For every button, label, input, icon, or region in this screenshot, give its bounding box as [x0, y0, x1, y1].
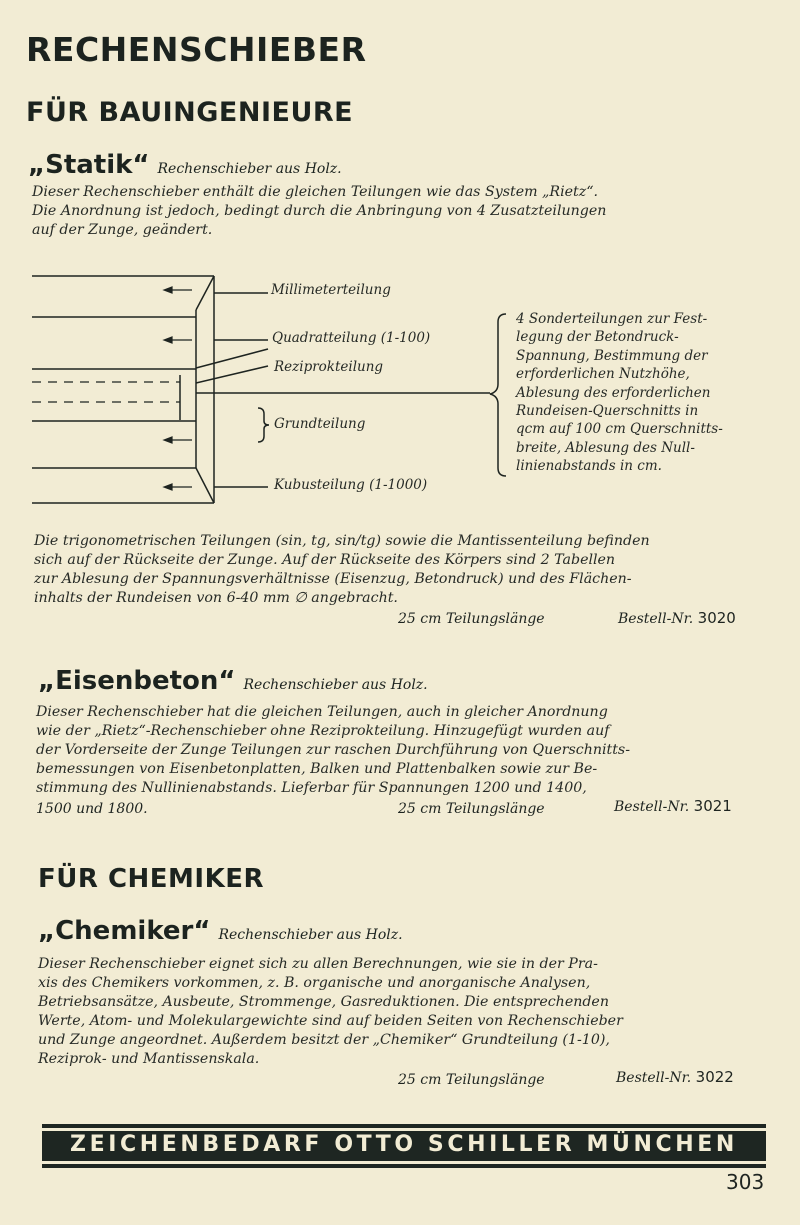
product-subtitle: Rechenschieber aus Holz. — [157, 161, 342, 177]
text-line: Betriebsansätze, Ausbeute, Strommenge, Gasreduktionen. Die entsprechenden — [38, 994, 609, 1010]
text-line: Dieser Rechenschieber eignet sich zu allen Berechnungen, wie sie in der Pra- — [38, 956, 598, 972]
eisenbeton-description — [36, 703, 630, 798]
publisher-banner — [42, 1124, 766, 1168]
text-line: und Zunge angeordnet. Außerdem besitzt der „Chemiker“ Grundteilung (1-10), — [38, 1032, 610, 1048]
chemiker-order — [616, 1068, 734, 1086]
arrowhead — [164, 437, 172, 443]
note-line: qcm auf 100 cm Querschnitts- — [516, 421, 723, 438]
product-title-eisenbeton — [38, 666, 428, 696]
text-line: bemessungen von Eisenbetonplatten, Balken und Plattenbalken sowie zur Be- — [36, 761, 598, 777]
page-number: 303 — [726, 1170, 765, 1194]
statik-intro — [32, 183, 606, 240]
section-heading-chemiker: FÜR CHEMIKER — [38, 864, 265, 894]
text-line: Dieser Rechenschieber enthält die gleichen Teilungen wie das System „Rietz“. — [32, 184, 598, 200]
text-line: zur Ablesung der Spannungsverhältnisse (Eisenzug, Betondruck) und des Flächen- — [34, 571, 632, 587]
note-line: Spannung, Bestimmung der — [516, 347, 708, 364]
order-number: 3021 — [693, 797, 732, 815]
statik-order — [618, 609, 736, 627]
note-line: linienabstands in cm. — [516, 458, 662, 475]
statik-length: 25 cm Teilungslänge — [398, 611, 545, 627]
product-subtitle: Rechenschieber aus Holz. — [218, 927, 403, 943]
label-grundteilung: Grundteilung — [274, 416, 366, 432]
page-title: RECHENSCHIEBER — [26, 30, 367, 69]
label-kubusteilung: Kubusteilung (1-1000) — [274, 477, 428, 493]
chemiker-description — [38, 955, 623, 1069]
note-brace — [490, 314, 506, 476]
note-line: 4 Sonderteilungen zur Fest- — [516, 311, 708, 327]
note-line: breite, Ablesung des Null- — [516, 439, 695, 456]
product-title-chemiker — [38, 916, 403, 946]
arrowhead — [164, 484, 172, 490]
order-label: Bestell-Nr. — [618, 611, 694, 627]
label-reziprokteilung: Reziprokteilung — [274, 359, 384, 375]
eisenbeton-length: 25 cm Teilungslänge — [398, 801, 545, 817]
text-line: wie der „Rietz“-Rechenschieber ohne Reziprokteilung. Hinzugefügt wurden auf — [36, 723, 610, 739]
order-number: 3022 — [695, 1068, 734, 1086]
text-line: Werte, Atom- und Molekulargewichte sind auf beiden Seiten von Rechenschieber — [38, 1013, 623, 1029]
note-line: Rundeisen-Querschnitts in — [516, 403, 699, 420]
order-label: Bestell-Nr. — [616, 1070, 692, 1086]
leader-line — [196, 349, 268, 368]
statik-description — [34, 532, 650, 608]
label-millimeterteilung: Millimeterteilung — [271, 282, 391, 298]
text-line: Dieser Rechenschieber hat die gleichen Teilungen, auch in gleicher Anordnung — [36, 704, 608, 720]
note-line: erforderlichen Nutzhöhe, — [516, 366, 690, 383]
text-line: Reziprok- und Mantissenskala. — [38, 1051, 260, 1067]
note-line: legung der Betondruck- — [516, 329, 679, 346]
order-number: 3020 — [697, 609, 736, 627]
note-line: Ablesung des erforderlichen — [516, 384, 711, 401]
chemiker-length: 25 cm Teilungslänge — [398, 1072, 545, 1088]
product-subtitle: Rechenschieber aus Holz. — [243, 677, 428, 693]
text-line: der Vorderseite der Zunge Teilungen zur raschen Durchführung von Querschnitts- — [36, 742, 631, 758]
section-heading-bauingenieure: FÜR BAUINGENIEURE — [26, 97, 354, 128]
arrowhead — [164, 337, 172, 343]
product-name: „Chemiker“ — [38, 916, 211, 946]
leader-line — [196, 366, 268, 383]
banner-stripe — [42, 1128, 766, 1131]
label-quadratteilung: Quadratteilung (1-100) — [272, 330, 431, 346]
text-line: Die Anordnung ist jedoch, bedingt durch die Anbringung von 4 Zusatzteilungen — [32, 203, 607, 219]
publisher-name: ZEICHENBEDARF OTTO SCHILLER MÜNCHEN — [70, 1132, 738, 1157]
diagram-note — [516, 310, 723, 476]
banner-stripe — [42, 1161, 766, 1164]
rule-frame — [196, 276, 214, 310]
text-line: auf der Zunge, geändert. — [32, 222, 213, 238]
text-line: inhalts der Rundeisen von 6-40 mm ∅ angebracht. — [34, 590, 398, 606]
product-name: „Eisenbeton“ — [38, 666, 236, 696]
eisenbeton-order — [614, 797, 732, 815]
eisenbeton-last-line: 1500 und 1800. — [36, 801, 148, 817]
arrowhead — [164, 287, 172, 293]
text-line: xis des Chemikers vorkommen, z. B. organische und anorganische Analysen, — [38, 975, 591, 991]
product-name: „Statik“ — [28, 150, 150, 180]
text-line: sich auf der Rückseite der Zunge. Auf der Rückseite des Körpers sind 2 Tabellen — [34, 552, 616, 568]
product-title-statik — [28, 150, 342, 180]
grund-bracket — [258, 408, 269, 442]
rule-frame — [196, 468, 214, 503]
text-line: Die trigonometrischen Teilungen (sin, tg, sin/tg) sowie die Mantissenteilung befinden — [34, 533, 650, 549]
order-label: Bestell-Nr. — [614, 799, 690, 815]
text-line: stimmung des Nullinienabstands. Lieferbar für Spannungen 1200 und 1400, — [36, 780, 587, 796]
